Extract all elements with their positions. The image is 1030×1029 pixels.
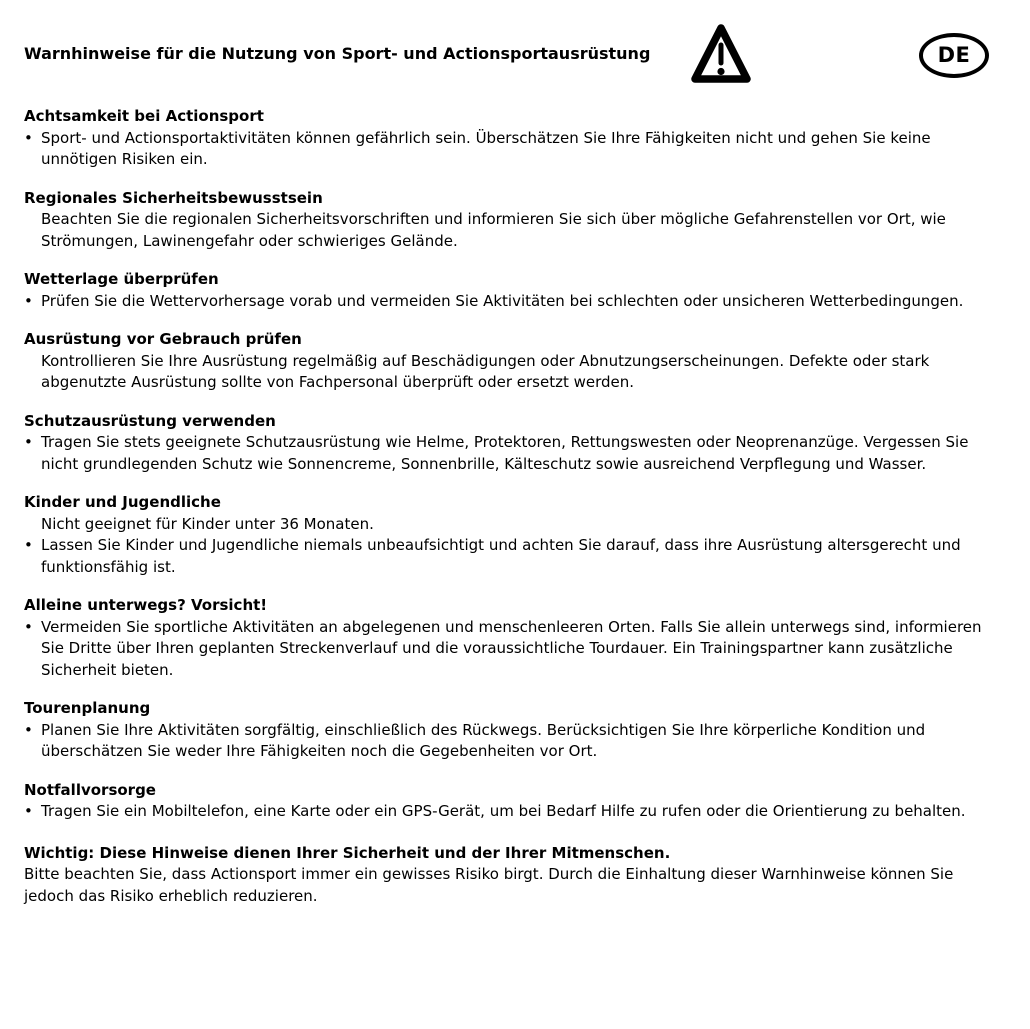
bullet-item [24,720,1007,763]
note-item [24,351,1007,394]
bullet-item [24,535,1007,578]
bullet-marker: • [24,291,33,310]
warning-section [24,188,1007,253]
section-heading: Wetterlage überprüfen [24,270,219,288]
item-text: Sport- und Actionsportaktivitäten können gefährlich sein. Überschätzen Sie Ihre Fähigkeiten nicht und gehen Sie keine unnötigen Risiken ein. [41,128,931,168]
warning-section [24,698,1007,763]
bullet-marker: • [24,720,33,739]
warning-section [24,780,1007,823]
item-text: Tragen Sie ein Mobiltelefon, eine Karte oder ein GPS-Gerät, um bei Bedarf Hilfe zu rufen oder die Orientierung zu behalten. [41,802,966,820]
warning-section [24,411,1007,476]
item-text: Tragen Sie stets geeignete Schutzausrüstung wie Helme, Protektoren, Rettungswesten oder Neoprenanzüge. Vergessen Sie nicht grundlegenden Schutz wie Sonnencreme, Sonnenbrille, Kälteschutz sowie ausreichend Verpflegung und Wasser. [41,433,969,473]
important-note-text: Bitte beachten Sie, dass Actionsport immer ein gewisses Risiko birgt. Durch die Einhaltung dieser Warnhinweise können Sie jedoch das Risiko erheblich reduzieren. [24,865,954,905]
page-title: Warnhinweise für die Nutzung von Sport- und Actionsportausrüstung [24,44,651,63]
bullet-marker: • [24,433,33,451]
item-text: Vermeiden Sie sportliche Aktivitäten an abgelegenen und menschenleeren Orten. Falls Sie allein unterwegs sind, informieren Sie Dritte über Ihren geplanten Streckenverlauf und die voraussichtliche Tourdauer. Ein Trainingspartner kann zusätzliche Sicherheit bieten. [41,617,982,679]
note-item [24,209,1007,252]
bullet-marker: • [24,128,33,147]
bullet-item [24,291,1007,313]
warning-section [24,595,1007,681]
important-note [24,843,1007,908]
section-heading: Tourenplanung [24,699,151,717]
bullet-item [24,432,1007,475]
important-note-heading: Wichtig: Diese Hinweise dienen Ihrer Sicherheit und der Ihrer Mitmenschen. [24,843,671,862]
bullet-item [24,617,1007,682]
note-item [24,514,1007,536]
warning-section [24,269,1007,312]
section-heading: Achtsamkeit bei Actionsport [24,107,264,125]
bullet-marker: • [24,617,33,636]
section-heading: Schutzausrüstung verwenden [24,411,276,430]
bullet-marker: • [24,536,33,554]
bullet-marker: • [24,802,33,820]
bullet-item [24,128,1007,171]
item-text: Kontrollieren Sie Ihre Ausrüstung regelmäßig auf Beschädigungen oder Abnutzungserscheinungen. Defekte oder stark abgenutzte Ausrüstung sollte von Fachpersonal überprüft oder ersetzt werden. [41,351,930,391]
item-text: Beachten Sie die regionalen Sicherheitsvorschriften und informieren Sie sich über mögliche Gefahrenstellen vor Ort, wie Strömungen, Lawinengefahr oder schwieriges Gelände. [41,210,946,250]
document-body [24,106,1007,907]
warning-section [24,329,1007,394]
warning-section [24,492,1007,578]
warning-section [24,106,1007,171]
item-text: Prüfen Sie die Wettervorhersage vorab und vermeiden Sie Aktivitäten bei schlechten oder unsicheren Wetterbedingungen. [41,291,964,310]
item-text: Nicht geeignet für Kinder unter 36 Monaten. [41,514,374,533]
language-badge-label: DE [937,42,971,67]
bullet-item [24,801,1007,823]
section-heading: Kinder und Jugendliche [24,493,221,511]
section-heading: Ausrüstung vor Gebrauch prüfen [24,330,302,348]
section-heading: Alleine unterwegs? Vorsicht! [24,596,268,614]
language-badge [919,33,989,78]
section-heading: Regionales Sicherheitsbewusstsein [24,188,323,207]
warning-triangle-icon [690,21,752,85]
item-text: Lassen Sie Kinder und Jugendliche niemals unbeaufsichtigt und achten Sie darauf, dass ihre Ausrüstung altersgerecht und funktionsfähig ist. [41,536,961,576]
warning-sections [24,106,1007,823]
section-heading: Notfallvorsorge [24,780,156,799]
item-text: Planen Sie Ihre Aktivitäten sorgfältig, einschließlich des Rückwegs. Berücksichtigen Sie Ihre körperliche Kondition und überschätzen Sie weder Ihre Fähigkeiten noch die Gegebenheiten vor Ort. [41,720,926,760]
